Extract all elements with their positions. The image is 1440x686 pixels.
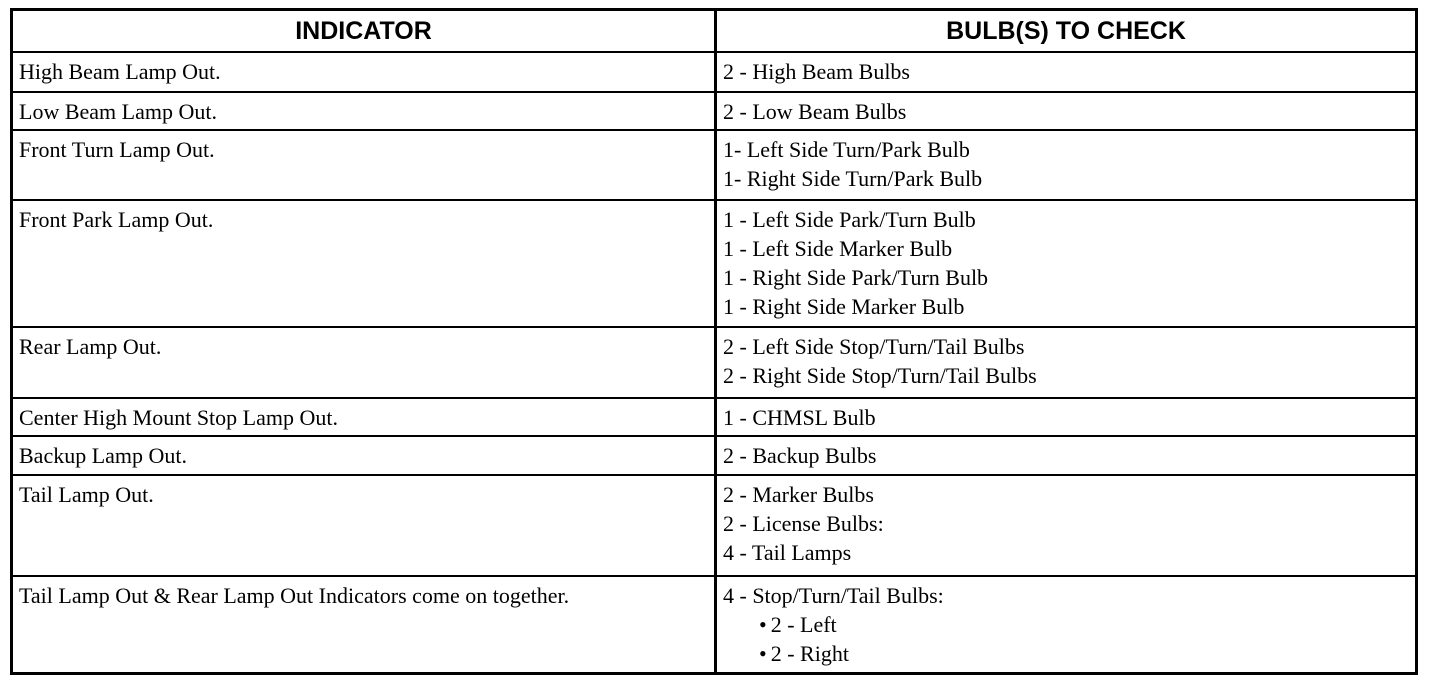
bulb-line: 2 - High Beam Bulbs (723, 59, 910, 84)
header-bulbs-to-check: BULB(S) TO CHECK (946, 17, 1186, 45)
header-indicator: INDICATOR (13, 11, 717, 51)
bulb-check-table (10, 8, 1418, 675)
indicator-cell: Front Turn Lamp Out. (13, 131, 717, 199)
table-row (13, 199, 1415, 326)
bulb-line: 1 - Right Side Marker Bulb (723, 294, 965, 319)
sub-bulb-line (723, 610, 1409, 639)
indicator-cell (13, 577, 717, 672)
table-row (13, 575, 1415, 672)
sub-bulb-text: 2 - Right (770, 641, 849, 666)
bulb-line: 2 - Right Side Stop/Turn/Tail Bulbs (723, 363, 1037, 388)
table-header-row (13, 11, 1415, 51)
bulb-line: 1 - Left Side Marker Bulb (723, 236, 953, 261)
indicator-cell: Low Beam Lamp Out. (13, 93, 717, 129)
table-row (13, 326, 1415, 397)
indicator-cell: Center High Mount Stop Lamp Out. (13, 399, 717, 435)
bulbs-cell (717, 328, 1415, 397)
table-row (13, 91, 1415, 129)
bulb-line: 2 - Backup Bulbs (723, 443, 877, 468)
bulb-line: 1 - Left Side Park/Turn Bulb (723, 207, 976, 232)
bulb-line: 2 - Left Side Stop/Turn/Tail Bulbs (723, 334, 1025, 359)
bulbs-cell (717, 577, 1415, 672)
bulbs-cell (717, 53, 1415, 91)
bulb-line: 4 - Tail Lamps (723, 540, 852, 565)
table-row (13, 397, 1415, 435)
sub-bulb-line (723, 639, 1409, 668)
indicator-cell: Front Park Lamp Out. (13, 201, 717, 326)
bulbs-cell (717, 131, 1415, 199)
bulbs-cell (717, 399, 1415, 435)
bullet-icon: • (759, 641, 767, 666)
bulb-line: 2 - Low Beam Bulbs (723, 99, 907, 124)
table-row (13, 51, 1415, 91)
bulbs-cell (717, 93, 1415, 129)
bullet-icon: • (759, 612, 767, 637)
sub-bulb-text: 2 - Left (770, 612, 837, 637)
bulbs-cell (717, 476, 1415, 575)
bulbs-cell (717, 437, 1415, 474)
indicator-text: Tail Lamp Out & Rear Lamp Out Indicators come on together. (19, 583, 570, 608)
bulb-line: 2 - License Bulbs: (723, 511, 884, 536)
indicator-cell: Rear Lamp Out. (13, 328, 717, 397)
bulb-line: 2 - Marker Bulbs (723, 482, 874, 507)
bulb-line: 1- Right Side Turn/Park Bulb (723, 166, 983, 191)
indicator-cell: Tail Lamp Out. (13, 476, 717, 575)
indicator-cell: High Beam Lamp Out. (13, 53, 717, 91)
bulb-line: 1 - CHMSL Bulb (723, 405, 876, 430)
table-row (13, 474, 1415, 575)
bulbs-cell (717, 201, 1415, 326)
bulb-line: 4 - Stop/Turn/Tail Bulbs: (723, 583, 944, 608)
bulb-line: 1 - Right Side Park/Turn Bulb (723, 265, 989, 290)
table-row (13, 129, 1415, 199)
bulb-line: 1- Left Side Turn/Park Bulb (723, 137, 970, 162)
indicator-cell: Backup Lamp Out. (13, 437, 717, 474)
table-row (13, 435, 1415, 474)
